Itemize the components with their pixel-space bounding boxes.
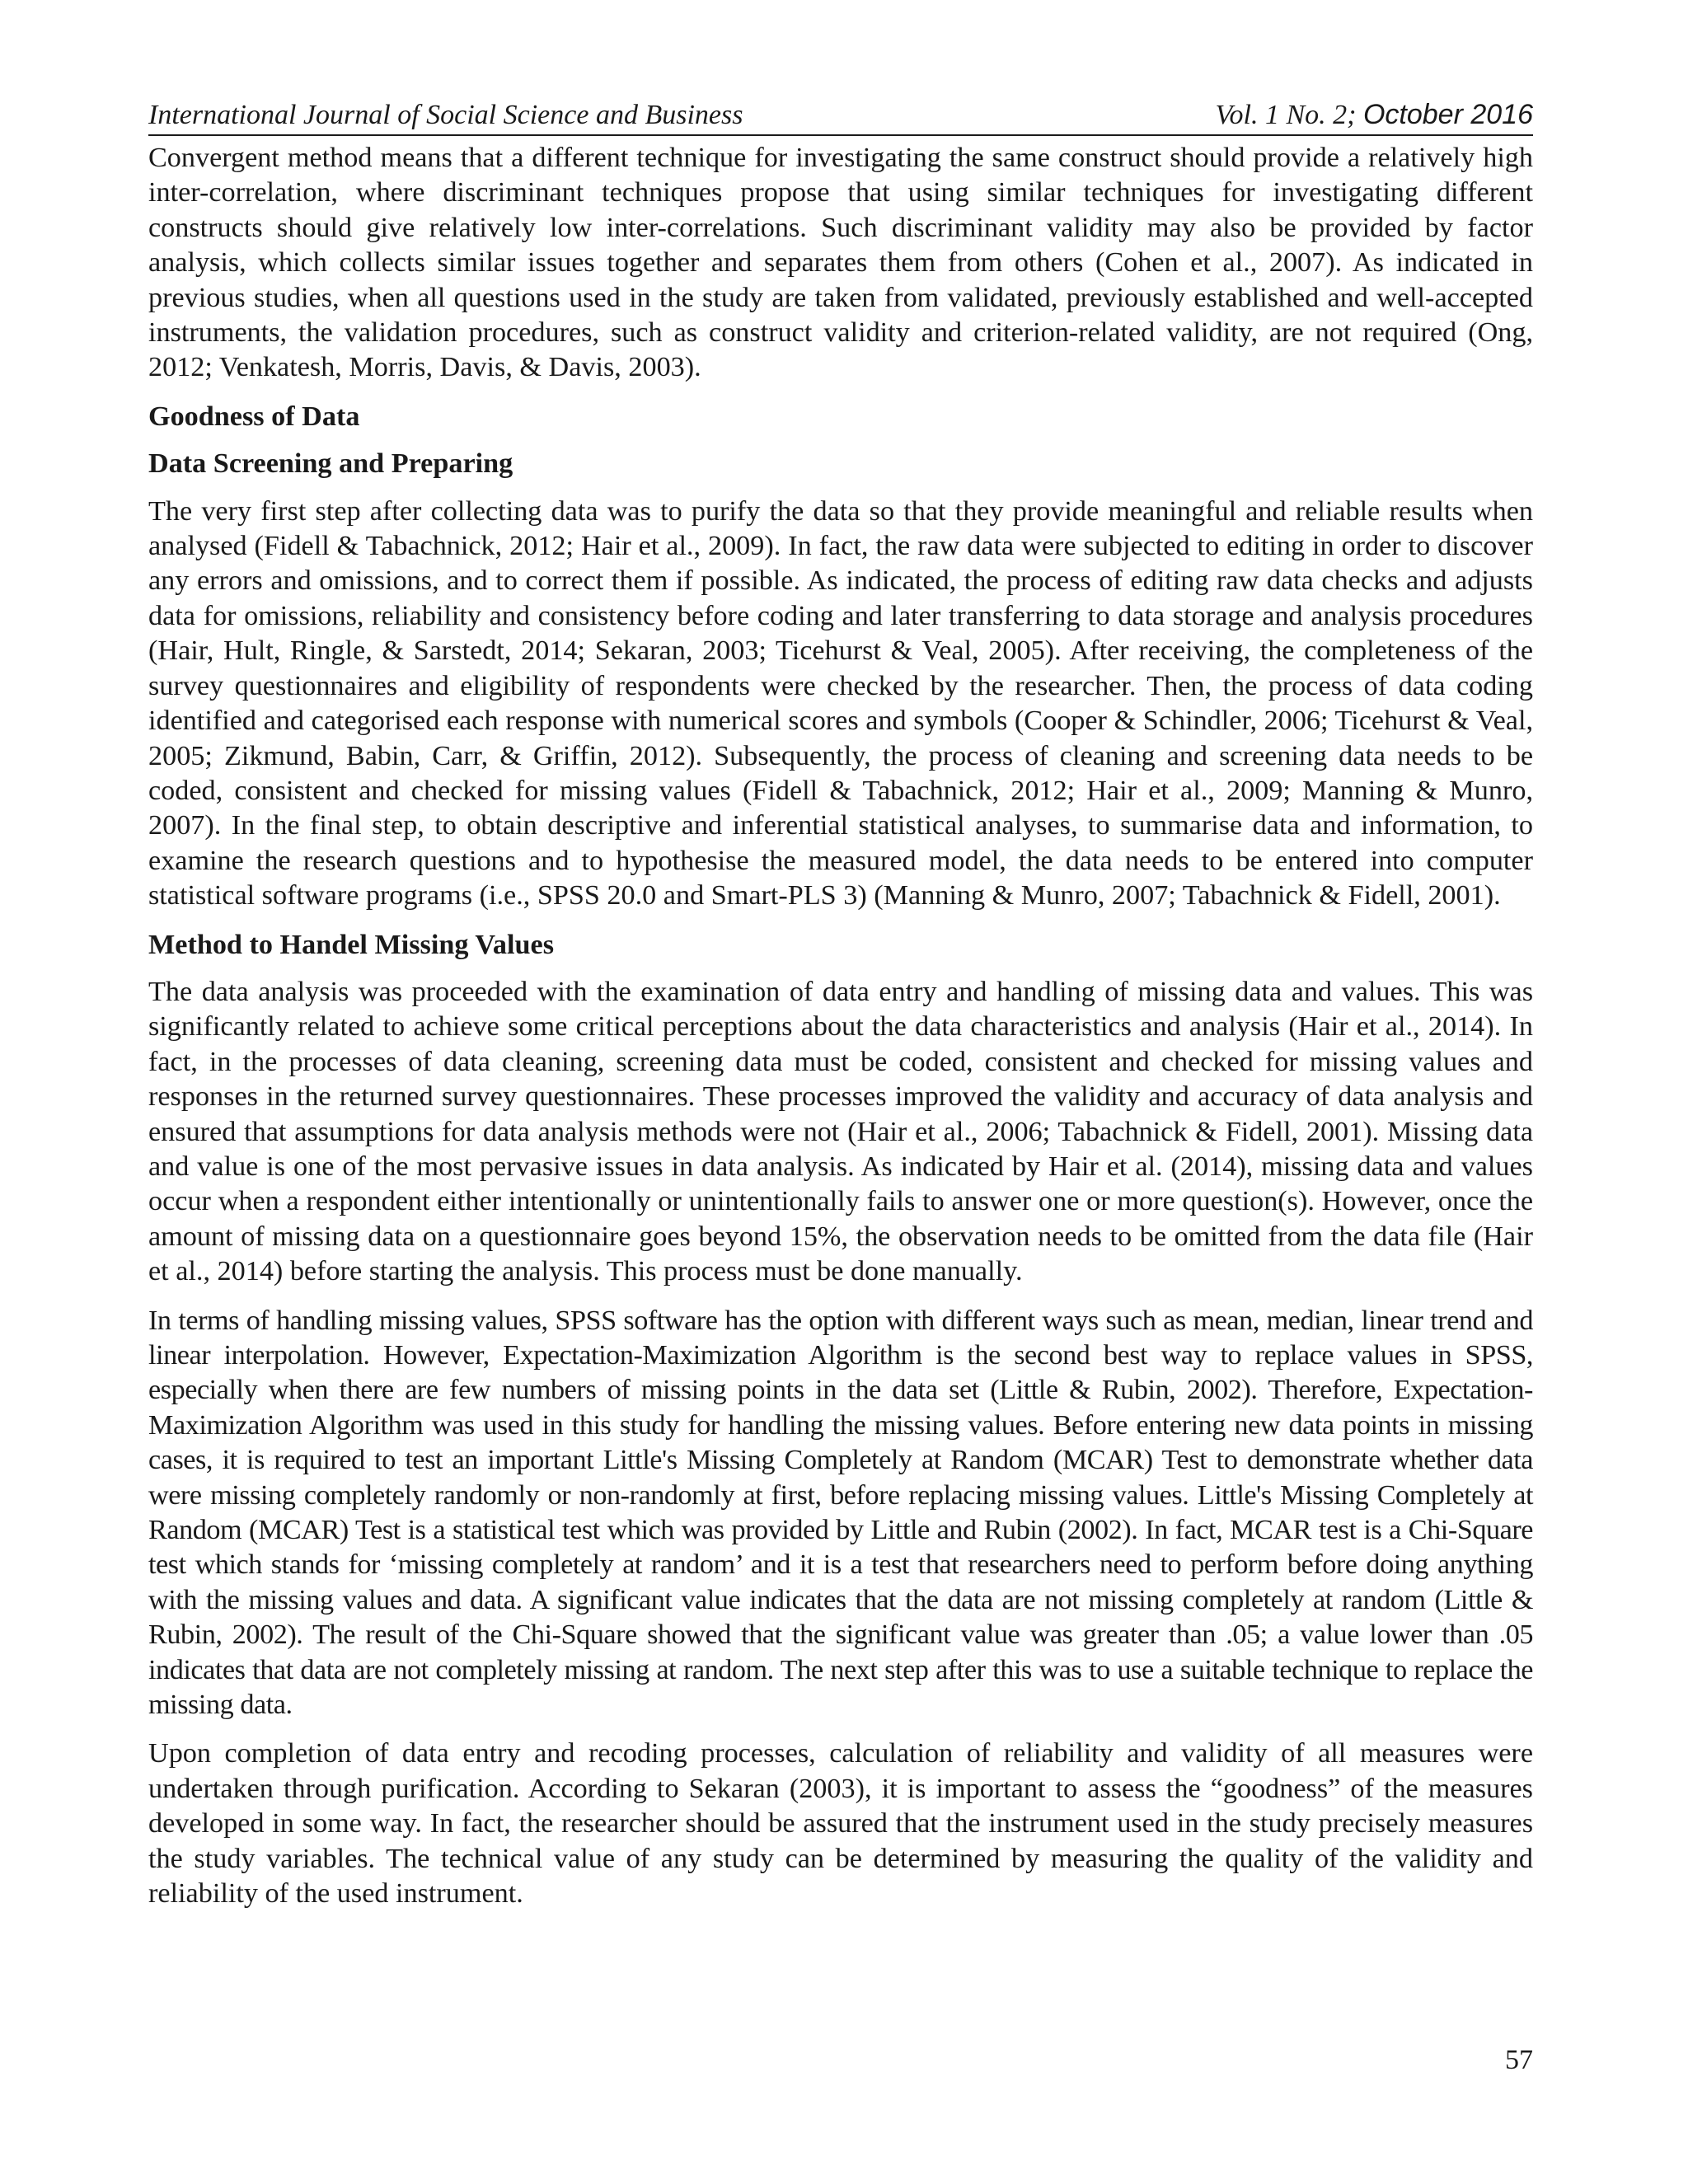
- intro-paragraph: Convergent method means that a different technique for investigating the same construct should provide a relatively high inter-correlation, where discriminant techniques propose that using similar techniques for investigating different constructs should give relatively low inter-correlations. Such discriminant validity may also be provided by factor analysis, which collects similar issues together and separates them from others (Cohen et al., 2007). As indicated in previous studies, when all questions used in the study are taken from validated, previously established and well-accepted instruments, the validation procedures, such as construct validity and criterion-related validity, are not required (Ong, 2012; Venkatesh, Morris, Davis, & Davis, 2003).: [148, 143, 1533, 383]
- volume-issue: Vol. 1 No. 2;: [1215, 100, 1357, 130]
- screening-paragraph: The very first step after collecting data was to purify the data so that they provide meaningful and reliable results when analysed (Fidell & Tabachnick, 2012; Hair et al., 2009). In fact, the raw data were subjected to editing in order to discover any errors and omissions, and to correct them if possible. As indicated, the process of editing raw data checks and adjusts data for omissions, reliability and consistency before coding and later transferring to data storage and analysis procedures (Hair, Hult, Ringle, & Sarstedt, 2014; Sekaran, 2003; Ticehurst & Veal, 2005). After receiving, the completeness of the survey questionnaires and eligibility of respondents were checked by the researcher. Then, the process of data coding identified and categorised each response with numerical scores and symbols (Cooper & Schindler, 2006; Ticehurst & Veal, 2005; Zikmund, Babin, Carr, & Griffin, 2012). Subsequently, the process of cleaning and screening data needs to be coded, consistent and checked for missing values (Fidell & Tabachnick, 2012; Hair et al., 2009; Manning & Munro, 2007). In the final step, to obtain descriptive and inferential statistical analyses, to summarise data and information, to examine the research questions and to hypothesise the measured model, the data needs to be entered into computer statistical software programs (i.e., SPSS 20.0 and Smart-PLS 3) (Manning & Munro, 2007; Tabachnick & Fidell, 2001).: [148, 495, 1533, 912]
- page-content: [148, 97, 1533, 1926]
- heading-missing-values: Method to Handel Missing Values: [148, 929, 554, 960]
- missing-values-paragraph-2: In terms of handling missing values, SPSS software has the option with different ways such as mean, median, linear trend and linear interpolation. However, Expectation-Maximization Algorithm is the second best way to replace values in SPSS, especially when there are few numbers of missing points in the data set (Little & Rubin, 2002). Therefore, Expectation-Maximization Algorithm was used in this study for handling the missing values. Before entering new data points in missing cases, it is required to test an important Little's Missing Completely at Random (MCAR) Test to demonstrate whether data were missing completely randomly or non-randomly at first, before replacing missing values. Little's Missing Completely at Random (MCAR) Test is a statistical test which was provided by Little and Rubin (2002). In fact, MCAR test is a Chi-Square test which stands for ‘missing completely at random’ and it is a test that researchers need to perform before doing anything with the missing values and data. A significant value indicates that the data are not missing completely at random (Little & Rubin, 2002). The result of the Chi-Square showed that the significant value was greater than .05; a value lower than .05 indicates that data are not completely missing at random. The next step after this was to use a suitable technique to replace the missing data.: [148, 1305, 1533, 1721]
- heading-data-screening: Data Screening and Preparing: [148, 448, 513, 480]
- running-header: [148, 97, 1533, 136]
- heading-goodness-of-data: Goodness of Data: [148, 401, 360, 432]
- page-number: 57: [1505, 2045, 1533, 2075]
- journal-title: International Journal of Social Science and Business: [148, 100, 743, 130]
- completion-paragraph: Upon completion of data entry and recoding processes, calculation of reliability and validity of all measures were undertaken through purification. According to Sekaran (2003), it is important to assess the “goodness” of the measures developed in some way. In fact, the researcher should be assured that the instrument used in the study precisely measures the study variables. The technical value of any study can be determined by measuring the quality of the validity and reliability of the used instrument.: [148, 1738, 1533, 1910]
- missing-values-paragraph-1: The data analysis was proceeded with the examination of data entry and handling of missing data and values. This was significantly related to achieve some critical perceptions about the data characteristics and analysis (Hair et al., 2014). In fact, in the processes of data cleaning, screening data must be coded, consistent and checked for missing values and responses in the returned survey questionnaires. These processes improved the validity and accuracy of data analysis and ensured that assumptions for data analysis methods were not (Hair et al., 2006; Tabachnick & Fidell, 2001). Missing data and value is one of the most pervasive issues in data analysis. As indicated by Hair et al. (2014), missing data and values occur when a respondent either intentionally or unintentionally fails to answer one or more question(s). However, once the amount of missing data on a questionnaire goes beyond 15%, the observation needs to be omitted from the data file (Hair et al., 2014) before starting the analysis. This process must be done manually.: [148, 976, 1533, 1287]
- volume-issue-date: [1216, 97, 1533, 133]
- issue-date: October 2016: [1362, 99, 1533, 130]
